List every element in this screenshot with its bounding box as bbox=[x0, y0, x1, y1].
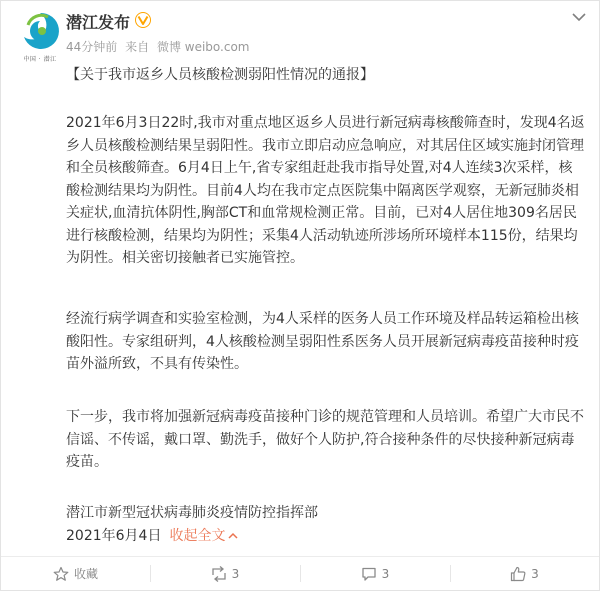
post-date: 2021年6月4日 bbox=[66, 528, 162, 544]
comment-button[interactable] bbox=[300, 557, 450, 590]
post-meta bbox=[66, 38, 254, 55]
favorite-button[interactable] bbox=[1, 557, 150, 590]
favorite-label: 收藏 bbox=[73, 567, 98, 581]
post-paragraph: 经流行病学调查和实验室检测，为4人采样的医务人员工作环境及样品转运箱检出核酸阳性。专家组研判，4人核酸检测呈弱阳性系医务人员开展新冠病毒疫苗接种时疫苗外溢所致，不具有传染性。 bbox=[66, 311, 579, 372]
repost-icon bbox=[211, 566, 227, 582]
verified-v-icon bbox=[135, 12, 151, 28]
repost-button[interactable] bbox=[150, 557, 300, 590]
source-prefix: 来自 bbox=[125, 40, 150, 54]
post-source[interactable]: 微博 weibo.com bbox=[156, 40, 250, 54]
thumbs-up-icon bbox=[510, 566, 526, 582]
post-paragraph: 下一步，我市将加强新冠病毒疫苗接种门诊的规范管理和人员培训。希望广大市民不信谣、不传谣，戴口罩、勤洗手，做好个人防护,符合接种条件的尽快接种新冠病毒疫苗。 bbox=[66, 409, 584, 470]
chevron-down-icon[interactable] bbox=[572, 12, 586, 22]
post-time[interactable]: 44分钟前 bbox=[66, 40, 118, 54]
collapse-label[interactable]: 收起全文 bbox=[169, 528, 226, 544]
chevron-up-icon[interactable] bbox=[228, 532, 238, 540]
post-paragraph: 2021年6月3日22时,我市对重点地区返乡人员进行新冠病毒核酸筛查时，发现4名返乡人员核酸检测结果呈弱阳性。我市立即启动应急响应，对其居住区域实施封闭管理和全员核酸筛查。6月4日上午,省专家组赶赴我市指导处置,对4人连续3次采样，核酸检测结果均为阴性。目前4人均在我市定点医院集中隔离医学观察，无新冠肺炎相关症状,血清抗体阴性,胸部CT和血常规检测正常。目前，已对4人居住地309名居民进行核酸检测，结果均为阴性；采集4人活动轨迹所涉场所环境样本115份，结果均为阴性。相关密切接触者已实施管控。 bbox=[66, 115, 585, 266]
post-title: 【关于我市返乡人员核酸检测弱阳性情况的通报】 bbox=[66, 67, 374, 83]
account-name[interactable]: 潜江发布 bbox=[66, 13, 131, 32]
avatar[interactable] bbox=[18, 9, 62, 53]
star-icon bbox=[53, 566, 69, 582]
collapse-button[interactable] bbox=[169, 528, 238, 544]
like-count: 3 bbox=[531, 566, 539, 581]
comment-icon bbox=[361, 566, 377, 582]
post-date-line bbox=[66, 525, 238, 545]
like-button[interactable] bbox=[450, 557, 599, 590]
repost-count: 3 bbox=[231, 566, 240, 581]
avatar-caption: 中国 · 潜江 bbox=[23, 56, 57, 63]
comment-count: 3 bbox=[381, 566, 390, 581]
post-signoff: 潜江市新型冠状病毒肺炎疫情防控指挥部 bbox=[66, 505, 318, 521]
